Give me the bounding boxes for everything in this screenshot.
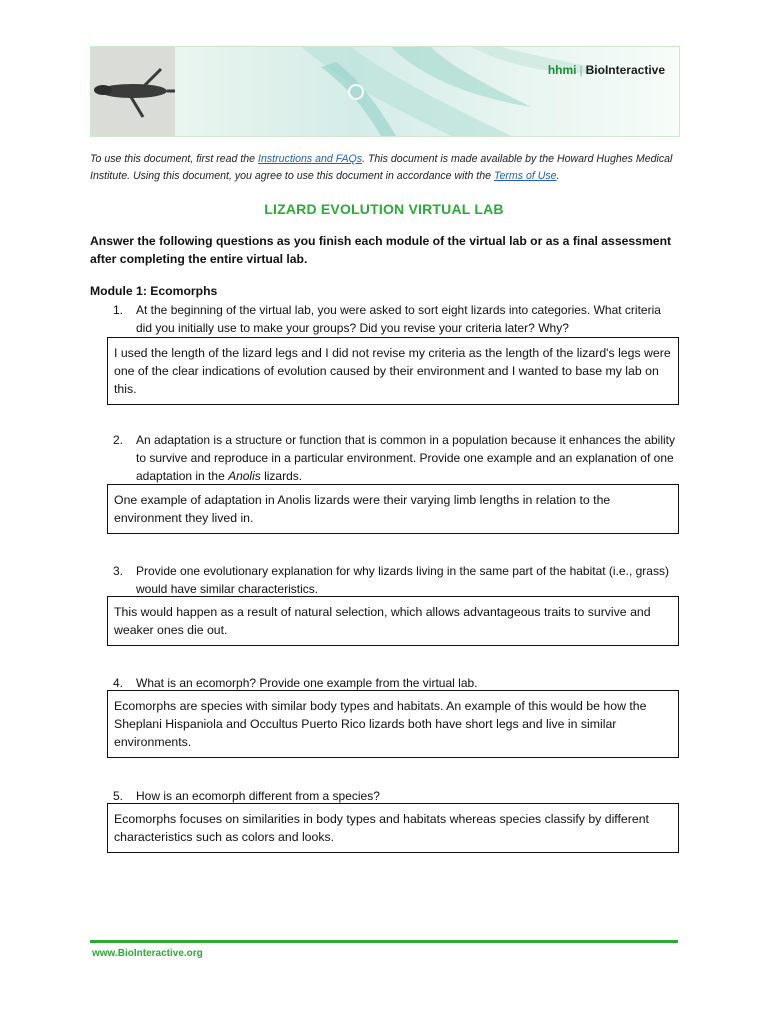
question-4: 4. What is an ecomorph? Provide one example from the virtual lab.	[113, 676, 478, 690]
hhmi-biointeractive-logo[interactable]: hhmi | BioInteractive	[547, 63, 665, 77]
question-1: 1. At the beginning of the virtual lab, you were asked to sort eight lizards into categories. What criteria did you initially use to make your groups? Did you revise your criteria later? Why?	[113, 303, 661, 335]
question-2: 2. An adaptation is a structure or function that is common in a population because it enhances the ability to survive and reproduce in a particular environment. Provide one example and an explanation of one adaptation in the Anolis lizards.	[113, 433, 675, 483]
lizard-banner-art	[91, 47, 679, 136]
answer-box-3[interactable]: This would happen as a result of natural selection, which allows advantageous traits to survive and weaker ones die out.	[107, 596, 679, 646]
header-banner	[90, 46, 680, 137]
answer-box-2[interactable]: One example of adaptation in Anolis lizards were their varying limb lengths in relation to the environment they lived in.	[107, 484, 679, 534]
instructions-faqs-link[interactable]: Instructions and FAQs	[258, 153, 363, 165]
question-5: 5. How is an ecomorph different from a species?	[113, 789, 380, 803]
answer-box-5[interactable]: Ecomorphs focuses on similarities in body types and habitats whereas species classify by different characteristics such as colors and looks.	[107, 803, 679, 853]
answer-box-4[interactable]: Ecomorphs are species with similar body types and habitats. An example of this would be how the Sheplani Hispaniola and Occultus Puerto Rico lizards both have short legs and live in similar environments.	[107, 690, 679, 758]
page-title: LIZARD EVOLUTION VIRTUAL LAB	[264, 201, 504, 217]
footer-divider	[90, 940, 678, 943]
question-3: 3. Provide one evolutionary explanation for why lizards living in the same part of the habitat (i.e., grass) would have similar characteristics.	[113, 564, 669, 596]
instructions-heading: Answer the following questions as you finish each module of the virtual lab or as a final assessment after completing the entire virtual lab.	[90, 234, 672, 266]
terms-of-use-link[interactable]: Terms of Use	[493, 170, 557, 182]
module-heading: Module 1: Ecomorphs	[90, 284, 218, 298]
footer-url[interactable]: www.BioInteractive.org	[92, 948, 203, 959]
usage-notice: To use this document, first read the Instructions and FAQs. This document is made available by the Howard Hughes Medical Institute. Using this document, you agree to use this document in accordance with the Terms of Use.	[90, 153, 673, 182]
answer-box-1[interactable]: I used the length of the lizard legs and I did not revise my criteria as the length of the lizard's legs were one of the clear indications of evolution caused by their environment and I wanted to base my lab on this.	[107, 337, 679, 405]
